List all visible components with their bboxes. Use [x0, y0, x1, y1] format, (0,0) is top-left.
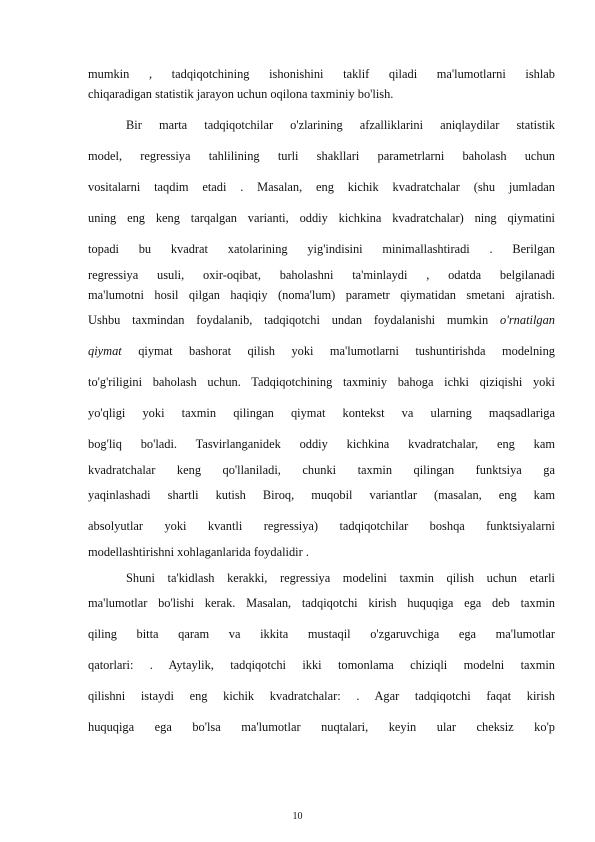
text-line: mumkin , tadqiqotchining ishonishini taklif qiladi ma'lumotlarni ishlab — [88, 67, 555, 81]
paragraph-2 — [88, 110, 555, 562]
body-text — [88, 64, 555, 743]
italic-term: o'rnatilgan — [500, 313, 555, 327]
text-line-rest: qiymat bashorat qilish yoki ma'lumotlarni tushuntirishda modelning — [138, 344, 555, 358]
text-line: absolyutlar yoki kvantli regressiya) tadqiqotchilar boshqa funktsiyalarni — [88, 519, 555, 533]
text-line: vositalarni taqdim etadi . Masalan, eng kichik kvadratchalar (shu jumladan — [88, 180, 555, 194]
page-number: 10 — [292, 811, 303, 822]
text-line: uning eng keng tarqalgan varianti, oddiy kichkina kvadratchalar) ning qiymatini — [88, 211, 555, 225]
paragraph-3 — [88, 568, 555, 743]
text-line: regressiya usuli, oxir-oqibat, baholashni ta'minlaydi , odatda belgilanadi — [88, 268, 555, 282]
text-line: to'g'riligini baholash uchun. Tadqiqotchining taxminiy bahoga ichki qiziqishi yoki — [88, 375, 555, 389]
text-line: bog'liq bo'ladi. Tasvirlanganidek oddiy kichkina kvadratchalar, eng kam — [88, 437, 555, 451]
text-line: modellashtirishni xohlaganlarida foydalidir . — [88, 545, 309, 559]
italic-term: qiymat — [88, 344, 122, 358]
text-line: ma'lumotni hosil qilgan haqiqiy (noma'lum) parametr qiymatidan smetani ajratish. — [88, 288, 555, 302]
text-line: topadi bu kvadrat xatolarining yig'indisini minimallashtiradi . Berilgan — [88, 242, 555, 256]
text-line: qilishni istaydi eng kichik kvadratchalar: . Agar tadqiqotchi faqat kirish — [88, 689, 555, 703]
text-line: chiqaradigan statistik jarayon uchun oqilona taxminiy bo'lish. — [88, 87, 394, 101]
text-line: Shuni ta'kidlash kerakki, regressiya modelini taxmin qilish uchun etarli — [126, 571, 555, 585]
text-line: Bir marta tadqiqotchilar o'zlarining afzalliklarini aniqlaydilar statistik — [126, 118, 555, 132]
text-line: model, regressiya tahlilining turli shakllari parametrlarni baholash uchun — [88, 149, 555, 163]
text-line: yo'qligi yoki taxmin qilingan qiymat kontekst va ularning maqsadlariga — [88, 406, 555, 420]
text-line: qatorlari: . Aytaylik, tadqiqotchi ikki tomonlama chiziqli modelni taxmin — [88, 658, 555, 672]
text-line: yaqinlashadi shartli kutish Biroq, muqobil variantlar (masalan, eng kam — [88, 488, 555, 502]
text-line — [88, 336, 555, 367]
text-line — [88, 305, 555, 336]
text-line-start: Ushbu taxmindan foydalanib, tadqiqotchi undan foydalanishi mumkin — [88, 313, 501, 327]
paragraph-1 — [88, 64, 555, 104]
text-line: ma'lumotlar bo'lishi kerak. Masalan, tadqiqotchi kirish huquqiga ega deb taxmin — [88, 596, 555, 610]
text-line: huquqiga ega bo'lsa ma'lumotlar nuqtalari, keyin ular cheksiz ko'p — [88, 720, 555, 734]
text-line: kvadratchalar keng qo'llaniladi, chunki taxmin qilingan funktsiya ga — [88, 463, 555, 477]
text-line: qiling bitta qaram va ikkita mustaqil o'zgaruvchiga ega ma'lumotlar — [88, 627, 555, 641]
